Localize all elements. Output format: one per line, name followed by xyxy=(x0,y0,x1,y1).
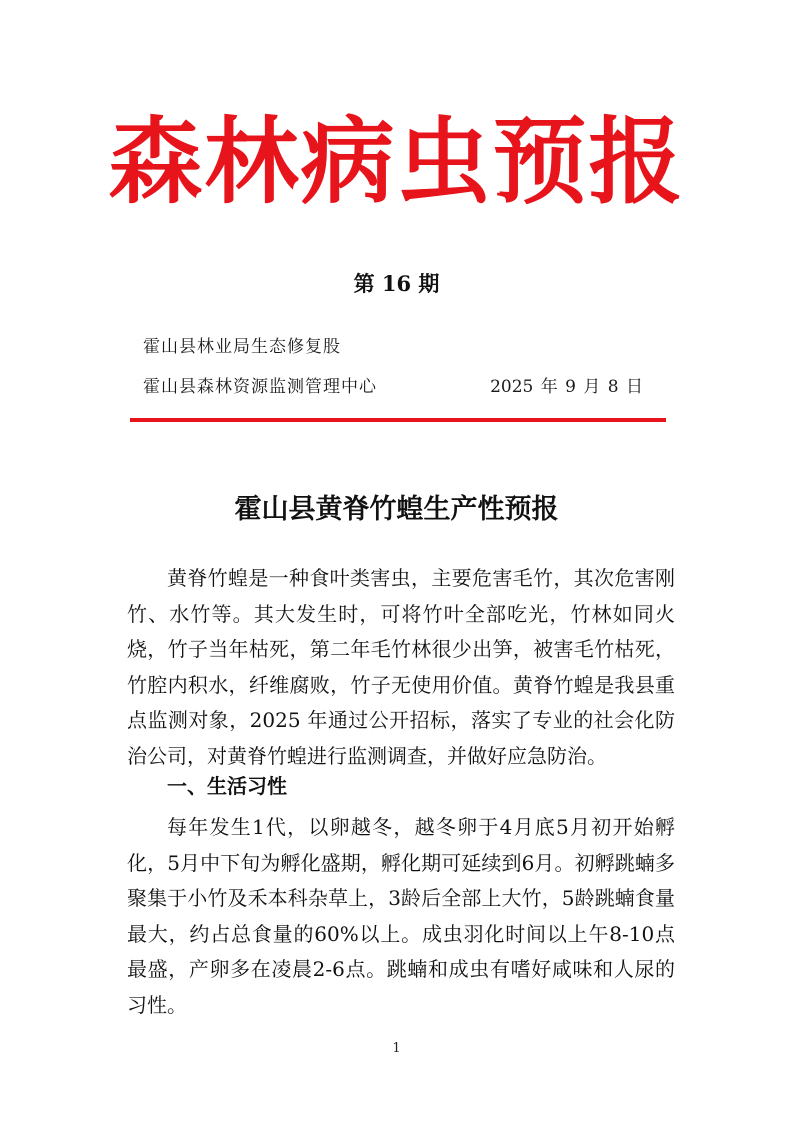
page-number: 1 xyxy=(392,1041,401,1056)
header-divider xyxy=(130,418,666,422)
article-title: 霍山县黄脊竹蝗生产性预报 xyxy=(234,494,559,525)
masthead-title: 森林病虫预报 xyxy=(108,108,685,217)
section-paragraph-life-habits: 每年发生1代，以卵越冬，越冬卵于4月底5月初开始孵化，5月中下旬为孵化盛期，孵化期可延续到6月。初孵跳蝻多聚集于小竹及禾本科杂草上，3龄后全部上大竹，5龄跳蝻食量最大，约占总食量的60%以上。成虫羽化时间以上午8-10点最盛，产卵多在凌晨2-6点。跳蝻和成虫有嗜好咸味和人尿的习性。 xyxy=(127,815,675,1017)
intro-paragraph: 黄脊竹蝗是一种食叶类害虫，主要危害毛竹，其次危害刚竹、水竹等。其大发生时，可将竹叶全部吃光，竹林如同火烧，竹子当年枯死，第二年毛竹林很少出笋，被害毛竹枯死，竹腔内积水，纤维腐败，竹子无使用价值。黄脊竹蝗是我县重点监测对象，2025 年通过公开招标，落实了专业的社会化防治公司，对黄脊竹蝗进行监测调查，并做好应急防治。 xyxy=(127,566,675,768)
issue-number: 第 16 期 xyxy=(353,271,440,296)
issue-date: 2025 年 9 月 8 日 xyxy=(490,377,643,397)
section-heading-life-habits: 一、生活习性 xyxy=(167,774,287,798)
issuer-department: 霍山县林业局生态修复股 xyxy=(143,337,341,357)
issuer-center: 霍山县森林资源监测管理中心 xyxy=(143,377,377,397)
